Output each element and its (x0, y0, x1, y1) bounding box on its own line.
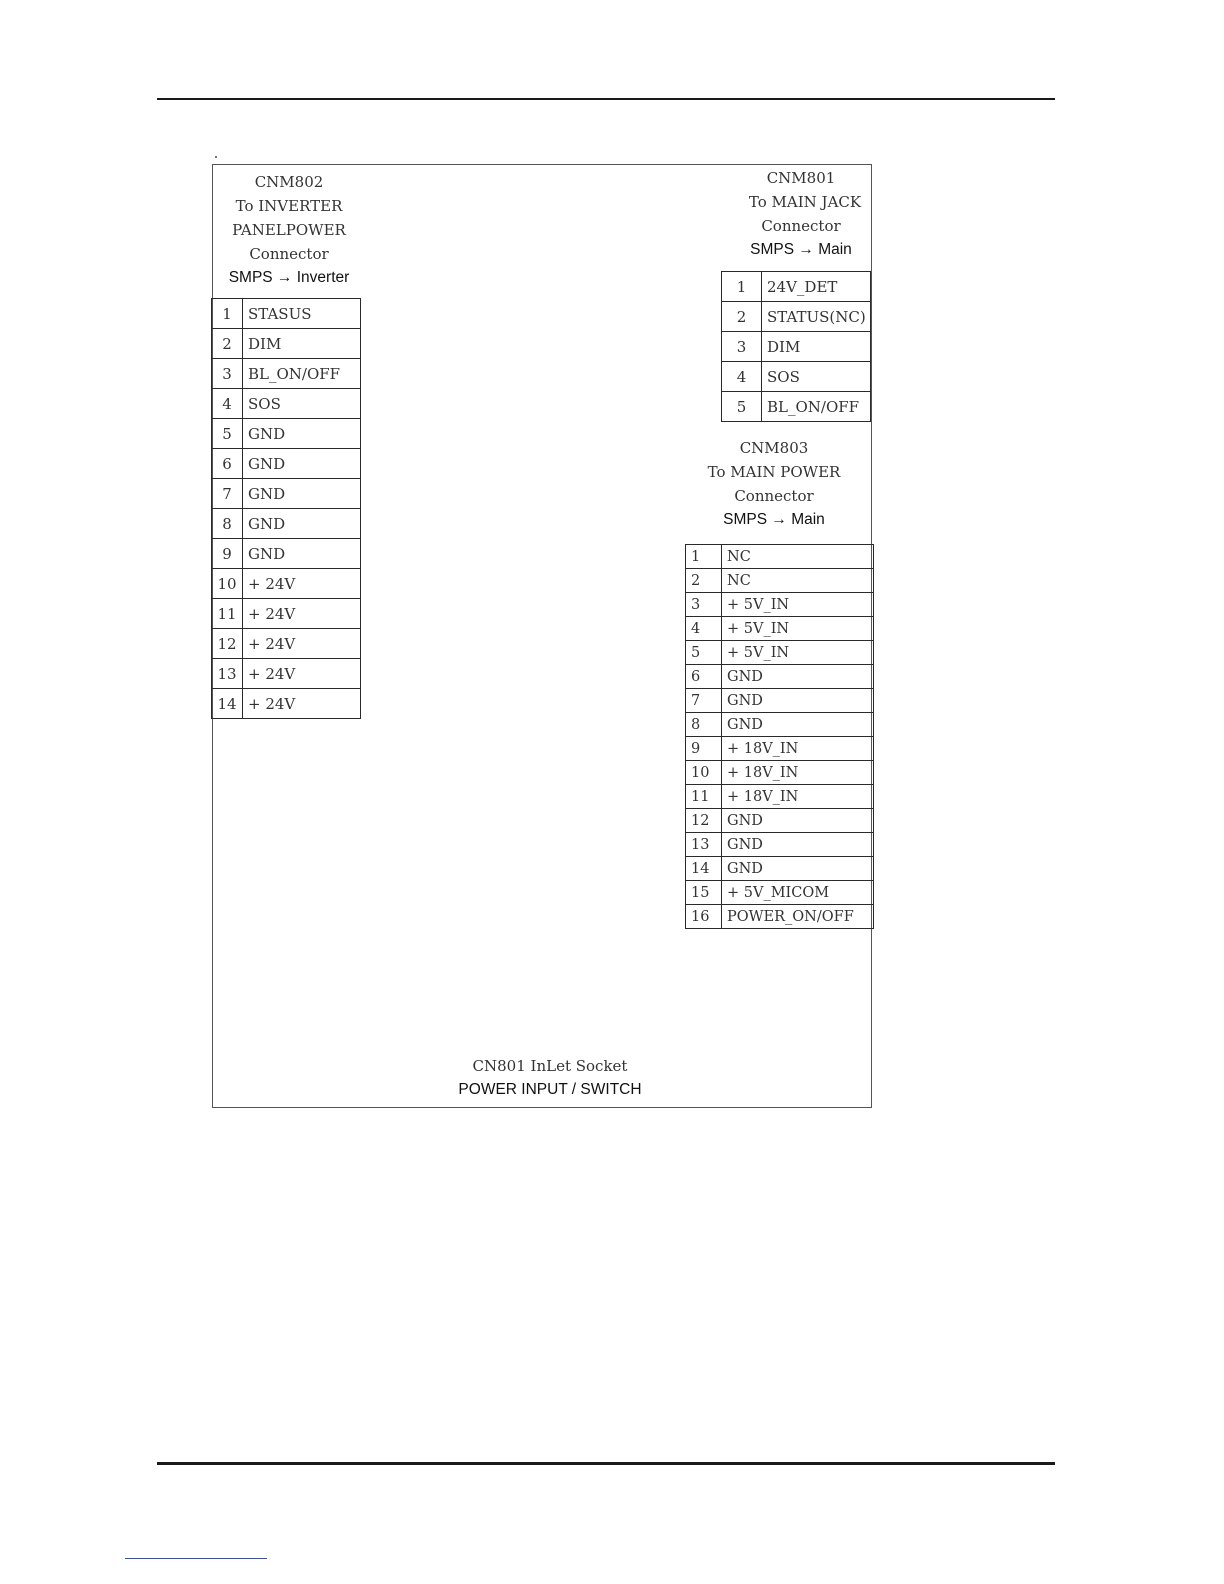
pin-number: 2 (722, 302, 762, 332)
pin-number: 6 (686, 665, 722, 689)
cnm803-direction: SMPS → Main (723, 511, 825, 528)
cnm802-target: To INVERTER (235, 197, 343, 215)
pin-number: 16 (686, 905, 722, 929)
cnm801-target: To MAIN JACK (748, 193, 862, 211)
table-row (686, 593, 874, 617)
cnm803-connector-label: Connector (734, 487, 814, 505)
pin-signal: + 5V_MICOM (722, 881, 874, 905)
pin-number: 5 (722, 392, 762, 422)
table-row (212, 299, 361, 329)
pin-number: 2 (686, 569, 722, 593)
pin-number: 12 (686, 809, 722, 833)
table-row (212, 419, 361, 449)
pin-signal: GND (722, 713, 874, 737)
table-row (212, 629, 361, 659)
pin-signal: STATUS(NC) (762, 302, 871, 332)
pin-number: 10 (686, 761, 722, 785)
pin-signal: GND (243, 419, 361, 449)
cnm801-connector-label: Connector (761, 217, 841, 235)
cnm803-caption (694, 436, 854, 532)
pin-signal: BL_ON/OFF (762, 392, 871, 422)
cnm801-caption (737, 166, 873, 262)
table-row (686, 905, 874, 929)
cnm802-direction: SMPS → Inverter (228, 269, 350, 286)
pin-signal: GND (722, 665, 874, 689)
pin-signal: + 24V (243, 689, 361, 719)
table-row (212, 359, 361, 389)
pin-signal: DIM (243, 329, 361, 359)
table-row (686, 737, 874, 761)
pin-number: 3 (722, 332, 762, 362)
pin-number: 3 (686, 593, 722, 617)
pin-number: 14 (212, 689, 243, 719)
table-row (686, 689, 874, 713)
pin-number: 15 (686, 881, 722, 905)
table-row (686, 857, 874, 881)
table-row (212, 689, 361, 719)
pin-signal: + 18V_IN (722, 761, 874, 785)
pin-signal: POWER_ON/OFF (722, 905, 874, 929)
table-row (686, 617, 874, 641)
pin-signal: GND (243, 449, 361, 479)
pin-number: 11 (212, 599, 243, 629)
pin-number: 10 (212, 569, 243, 599)
pin-signal: BL_ON/OFF (243, 359, 361, 389)
pin-number: 1 (686, 545, 722, 569)
pin-number: 12 (212, 629, 243, 659)
cnm802-target-2: PANELPOWER (232, 221, 346, 239)
pin-number: 1 (722, 272, 762, 302)
pin-number: 9 (686, 737, 722, 761)
pin-number: 6 (212, 449, 243, 479)
cnm802-pin-table (211, 298, 361, 719)
pin-signal: 24V_DET (762, 272, 871, 302)
pin-signal: SOS (762, 362, 871, 392)
pin-number: 4 (686, 617, 722, 641)
cn801-title: CN801 InLet Socket (472, 1057, 628, 1075)
pin-signal: SOS (243, 389, 361, 419)
table-row (686, 641, 874, 665)
cnm801-title: CNM801 (766, 169, 836, 187)
pin-number: 11 (686, 785, 722, 809)
cnm801-pin-table (721, 271, 871, 422)
table-row (212, 599, 361, 629)
pin-signal: + 18V_IN (722, 737, 874, 761)
pin-number: 7 (686, 689, 722, 713)
table-row (212, 449, 361, 479)
pin-signal: + 24V (243, 659, 361, 689)
table-row (212, 659, 361, 689)
cn801-subtitle: POWER INPUT / SWITCH (458, 1081, 642, 1098)
pin-number: 5 (212, 419, 243, 449)
pin-number: 13 (686, 833, 722, 857)
pin-number: 5 (686, 641, 722, 665)
pin-number: 8 (686, 713, 722, 737)
table-row (686, 785, 874, 809)
pin-signal: + 18V_IN (722, 785, 874, 809)
cnm801-direction: SMPS → Main (750, 241, 852, 258)
pin-signal: + 24V (243, 569, 361, 599)
table-row (722, 362, 871, 392)
cnm803-title: CNM803 (739, 439, 809, 457)
table-row (686, 881, 874, 905)
pin-signal: GND (243, 479, 361, 509)
pin-signal: GND (722, 809, 874, 833)
table-row (722, 302, 871, 332)
table-row (212, 329, 361, 359)
pin-signal: + 5V_IN (722, 617, 874, 641)
pin-number: 8 (212, 509, 243, 539)
pin-signal: GND (243, 539, 361, 569)
cnm802-connector-label: Connector (249, 245, 329, 263)
table-row (212, 509, 361, 539)
pin-signal: + 24V (243, 629, 361, 659)
table-row (686, 713, 874, 737)
table-row (212, 539, 361, 569)
table-row (212, 569, 361, 599)
table-row (686, 809, 874, 833)
table-row (686, 833, 874, 857)
pin-signal: GND (243, 509, 361, 539)
table-row (686, 569, 874, 593)
pin-number: 4 (212, 389, 243, 419)
scan-speck (215, 156, 217, 158)
table-row (722, 392, 871, 422)
pin-number: 3 (212, 359, 243, 389)
table-row (686, 545, 874, 569)
pin-signal: NC (722, 569, 874, 593)
pin-signal: GND (722, 857, 874, 881)
pin-signal: NC (722, 545, 874, 569)
table-row (686, 761, 874, 785)
pin-number: 2 (212, 329, 243, 359)
pin-signal: STASUS (243, 299, 361, 329)
table-row (722, 272, 871, 302)
cnm803-pin-table (685, 544, 874, 929)
pin-signal: + 5V_IN (722, 641, 874, 665)
pin-number: 13 (212, 659, 243, 689)
cnm802-caption (215, 170, 363, 290)
pin-signal: + 5V_IN (722, 593, 874, 617)
pin-signal: + 24V (243, 599, 361, 629)
cnm803-target: To MAIN POWER (707, 463, 841, 481)
table-row (722, 332, 871, 362)
pin-signal: GND (722, 833, 874, 857)
table-row (212, 389, 361, 419)
pin-number: 1 (212, 299, 243, 329)
pin-number: 4 (722, 362, 762, 392)
pin-signal: GND (722, 689, 874, 713)
pin-signal: DIM (762, 332, 871, 362)
pin-number: 7 (212, 479, 243, 509)
footer-link-underline[interactable] (125, 1558, 267, 1559)
cn801-caption (420, 1054, 680, 1102)
pin-number: 9 (212, 539, 243, 569)
header-rule (157, 98, 1055, 100)
pin-number: 14 (686, 857, 722, 881)
table-row (686, 665, 874, 689)
footer-rule (157, 1462, 1055, 1465)
table-row (212, 479, 361, 509)
cnm802-title: CNM802 (254, 173, 324, 191)
